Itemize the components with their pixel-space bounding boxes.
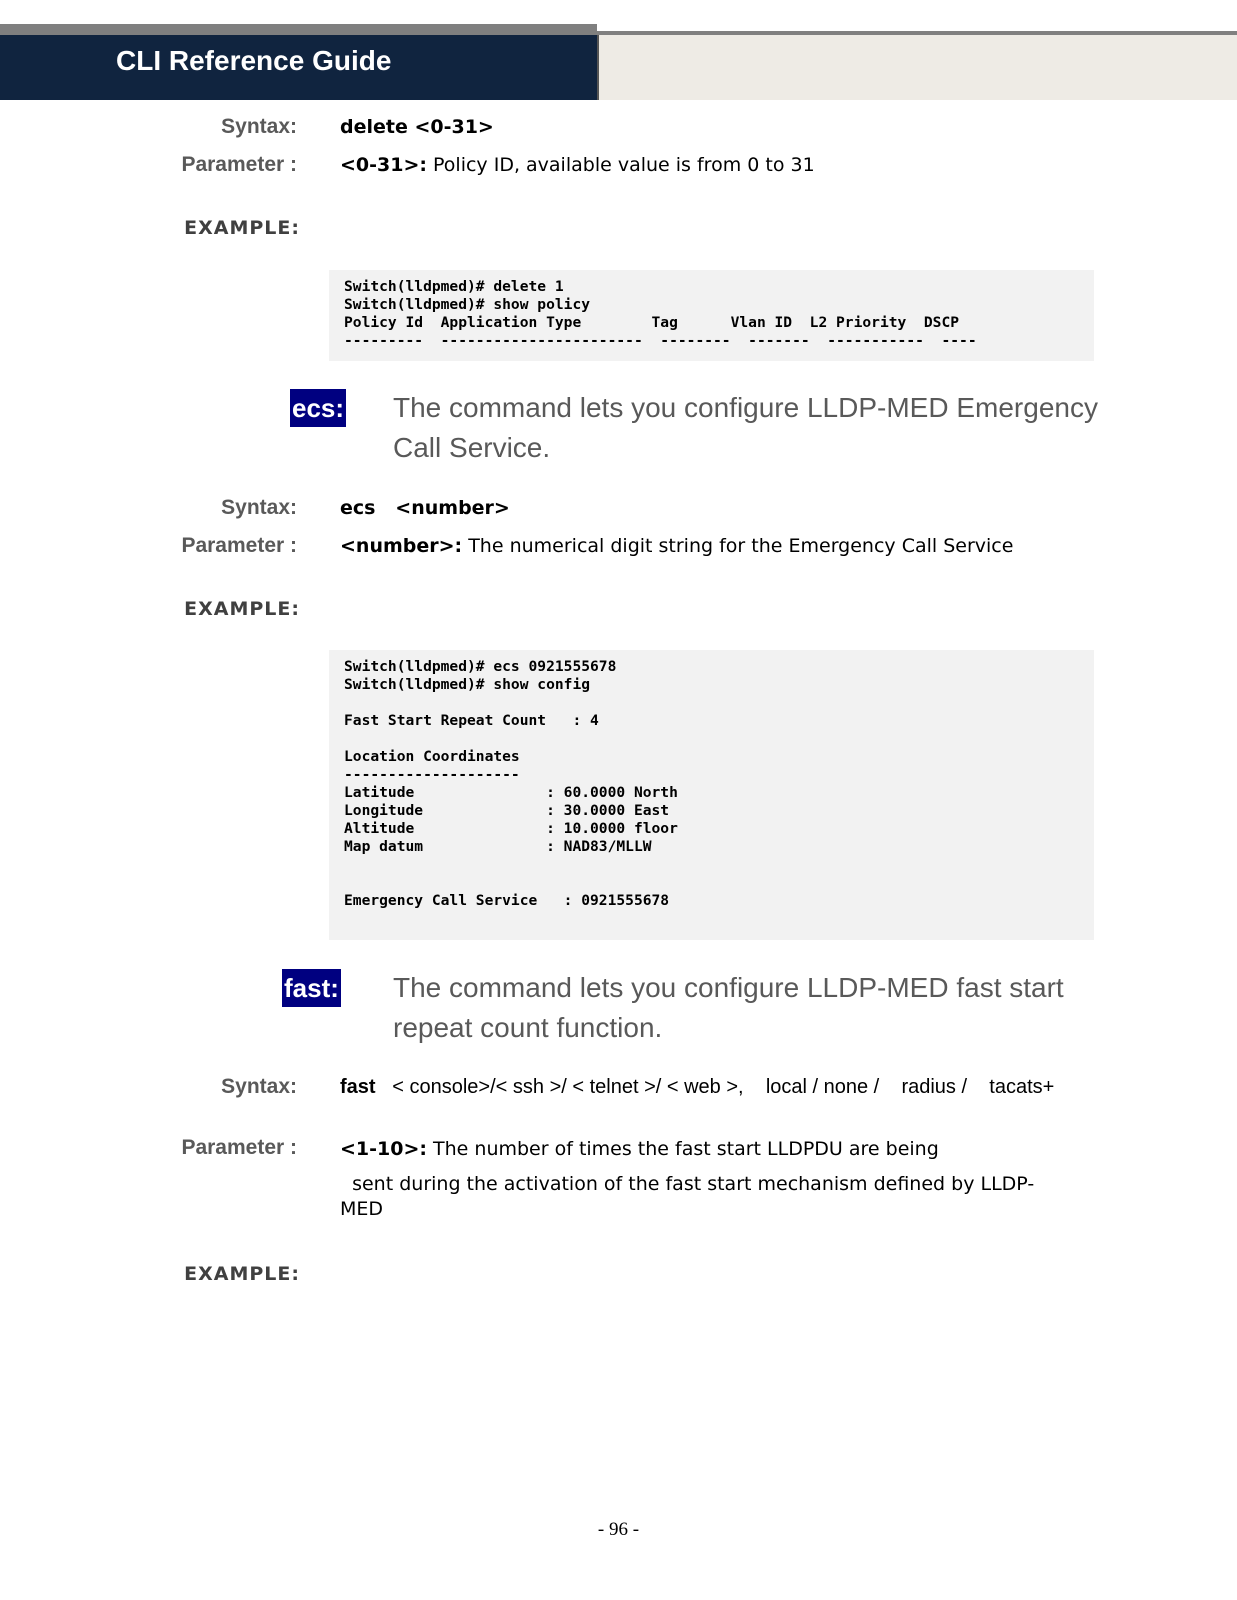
parameter-label: Parameter : <box>181 1136 297 1159</box>
ecs-syntax <box>340 497 510 519</box>
fast-syntax-keyword: fast <box>340 1076 376 1098</box>
example-label: EXAMPLE: <box>184 217 300 239</box>
fast-syntax-options: < console>/< ssh >/ < telnet >/ < web >, local / none / radius / tacats+ <box>375 1076 1055 1098</box>
fast-description: The command lets you configure LLDP-MED fast start repeat count function. <box>393 972 1064 1043</box>
example-label: EXAMPLE: <box>184 1263 300 1285</box>
example-label: EXAMPLE: <box>184 598 300 620</box>
ecs-param-desc: The numerical digit string for the Emergency Call Service <box>462 535 1014 557</box>
header-divider <box>597 35 599 100</box>
ecs-syntax-text: ecs <number> <box>340 497 510 519</box>
ecs-command-tag: ecs: <box>290 389 346 427</box>
header-title: CLI Reference Guide <box>116 45 392 76</box>
fast-param-name: <1-10>: <box>340 1138 427 1160</box>
code-ecs-text: Switch(lldpmed)# ecs 0921555678 Switch(lldpmed)# show config Fast Start Repeat Count : 4 Location Coordinates -------------------- Latitude : 60.0000 North Longitude : 30.0000 East Altitude : 10.0000 floor Map datum : NAD83/MLLW Emergency Call Service : 0921555678 <box>344 658 678 909</box>
fast-syntax <box>340 1075 1080 1100</box>
fast-command-tag: fast: <box>282 969 341 1007</box>
syntax-label: Syntax: <box>221 496 297 519</box>
parameter-label: Parameter : <box>181 534 297 557</box>
page-number: - 96 - <box>597 1519 640 1540</box>
ecs-description: The command lets you configure LLDP-MED Emergency Call Service. <box>393 392 1098 463</box>
delete-syntax-text: delete <0-31> <box>340 116 494 138</box>
delete-param-desc: Policy ID, available value is from 0 to 31 <box>426 154 815 176</box>
syntax-label: Syntax: <box>221 1075 297 1098</box>
code-block-ecs <box>329 650 1094 940</box>
parameter-label: Parameter : <box>181 153 297 176</box>
ecs-param-name: <number>: <box>340 535 463 557</box>
fast-param-desc: The number of times the fast start LLDPDU are being <box>426 1138 939 1160</box>
header-band <box>597 35 1237 100</box>
fast-param-line <box>340 1137 1060 1162</box>
delete-parameter <box>340 154 815 176</box>
delete-syntax <box>340 116 494 138</box>
ecs-parameter <box>340 535 1013 557</box>
code-delete-text: Switch(lldpmed)# delete 1 Switch(lldpmed)# show policy Policy Id Application Type Tag Vlan ID L2 Priority DSCP --------- ----------------------- -------- ------- ----------- ---- <box>344 278 977 349</box>
delete-param-name: <0-31>: <box>340 154 427 176</box>
fast-parameter <box>340 1137 1060 1222</box>
syntax-label: Syntax: <box>221 115 297 138</box>
header-accent-bar <box>0 24 597 35</box>
fast-param-desc-continued: sent during the activation of the fast start mechanism defined by LLDP-MED <box>340 1173 1035 1220</box>
code-block-delete <box>329 270 1094 361</box>
